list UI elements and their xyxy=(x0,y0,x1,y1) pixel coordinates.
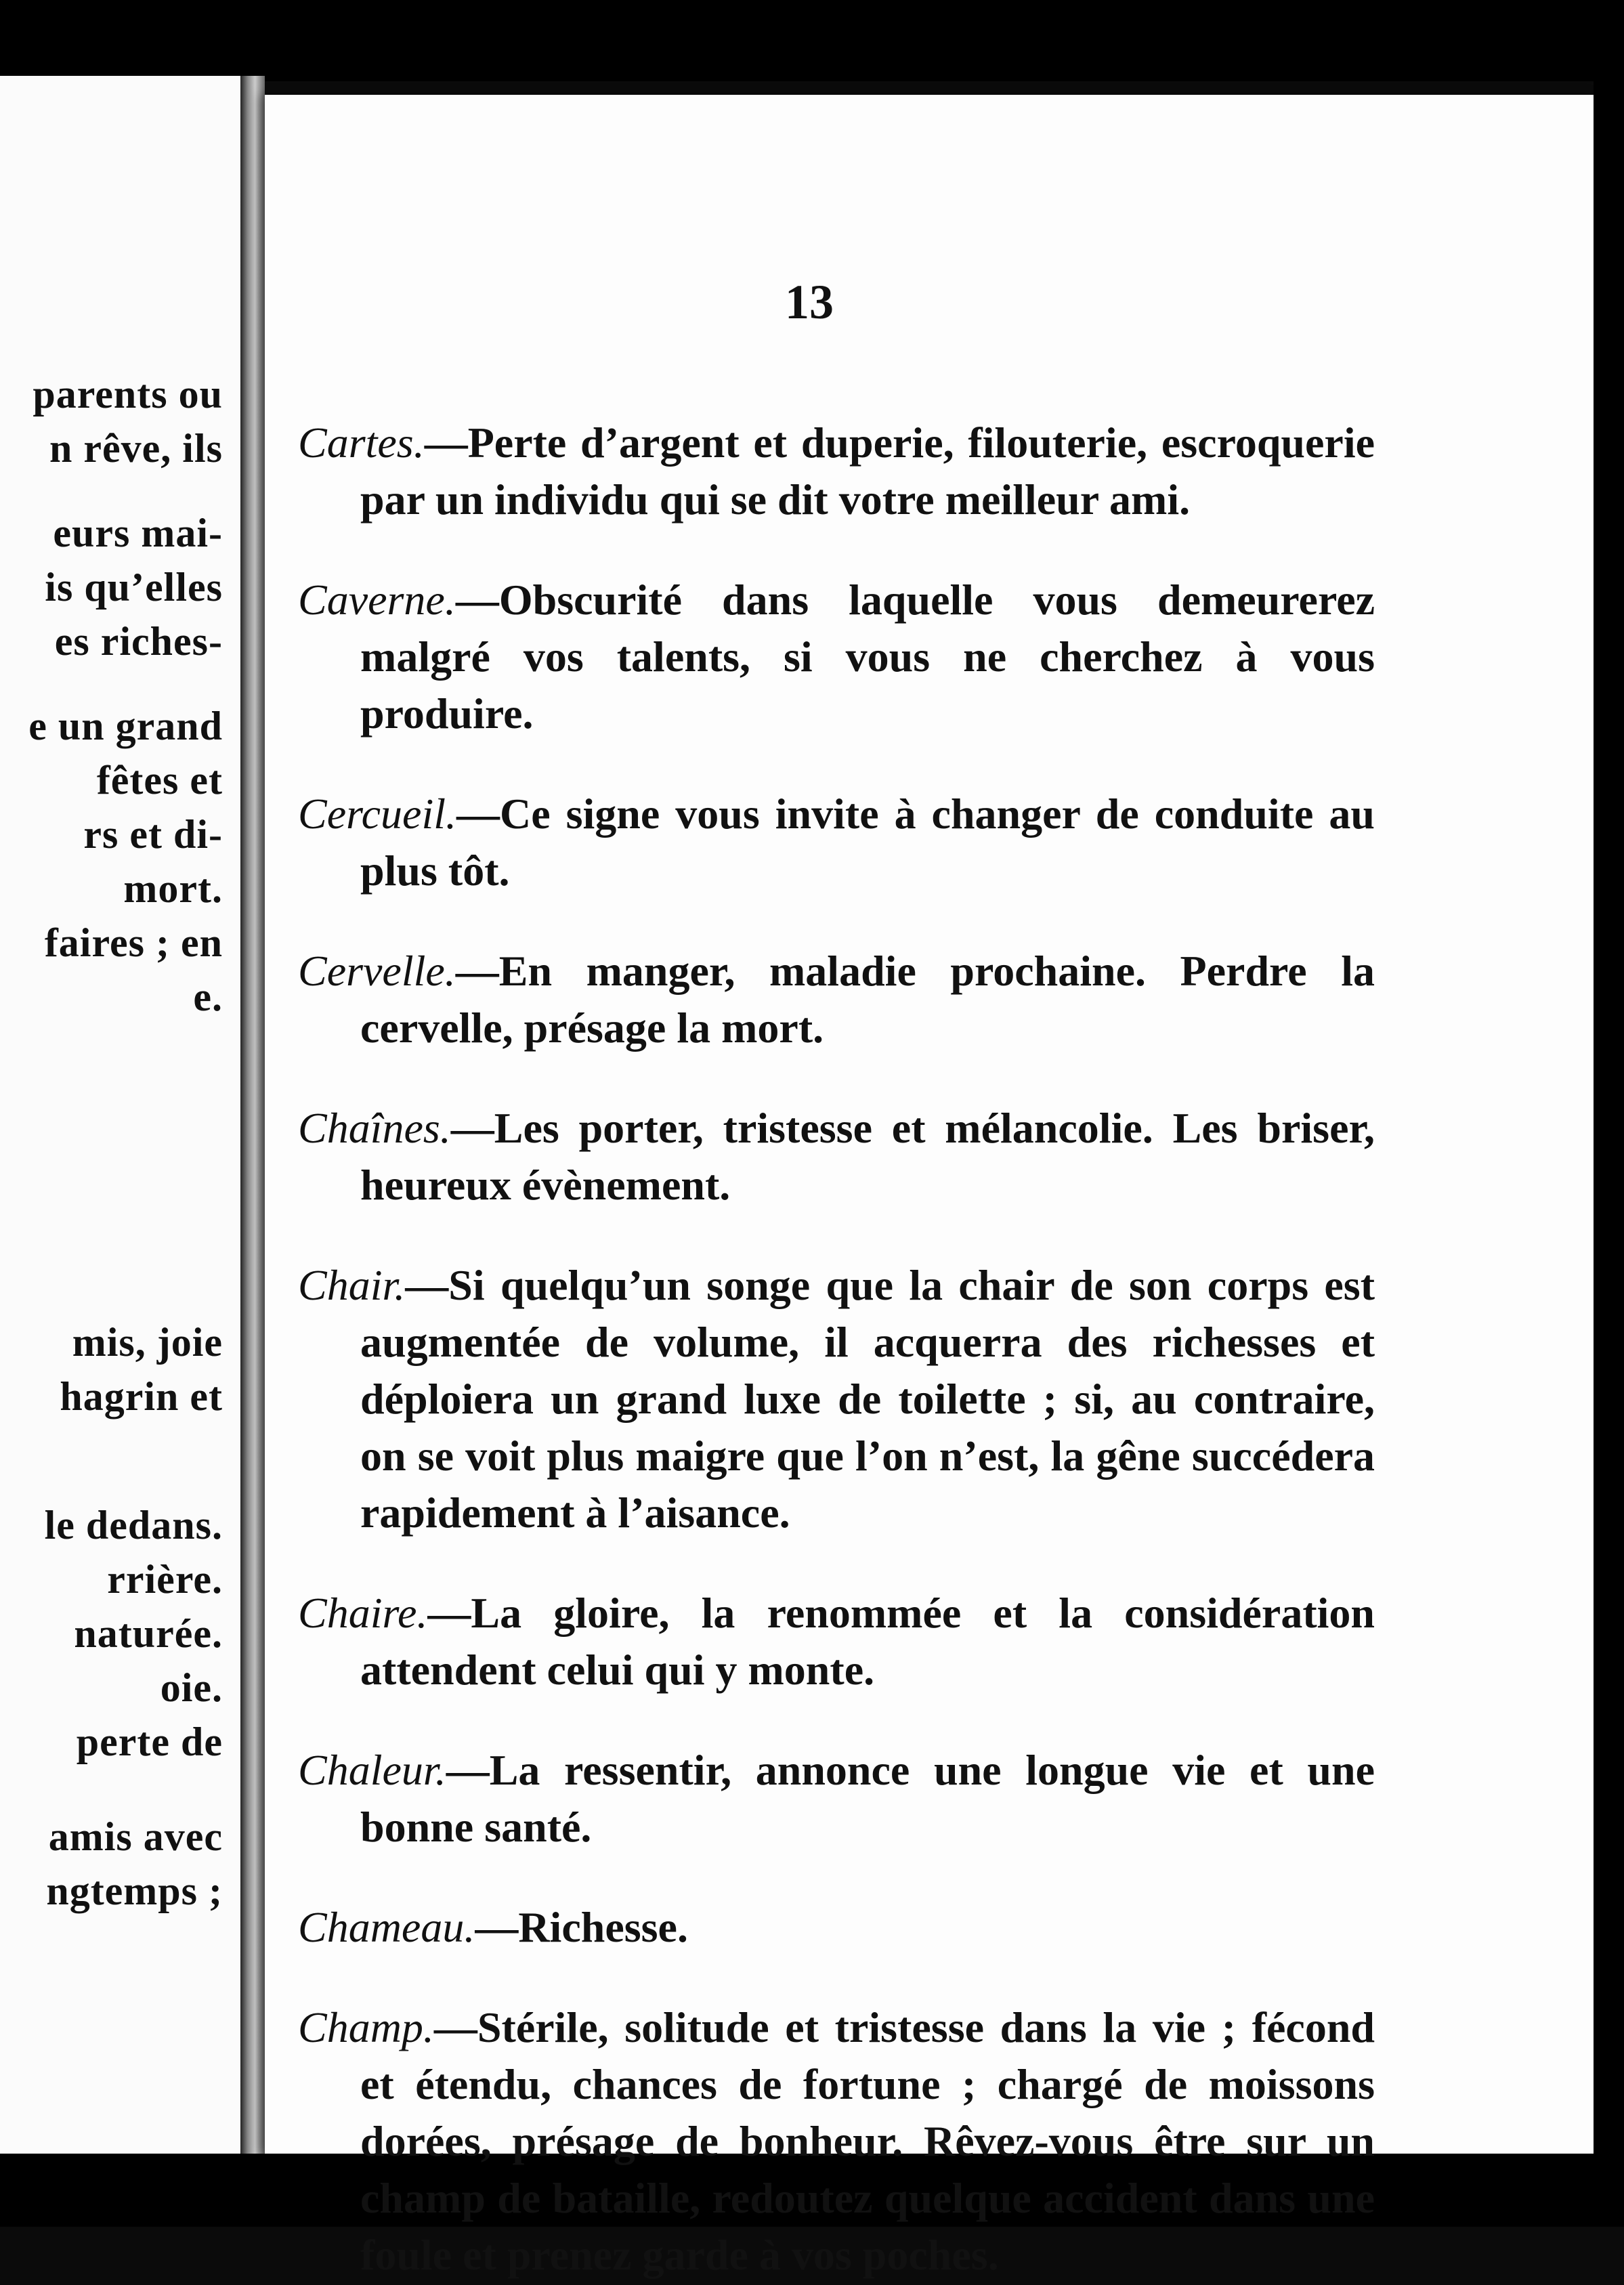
dictionary-entries xyxy=(298,371,1375,2285)
dictionary-entry xyxy=(298,1899,1375,1956)
entry-definition: —Perte d’argent et duperie, filouterie, escroquerie par un individu qui se dit votre meilleur ami. xyxy=(360,419,1375,524)
entry-term: Cartes. xyxy=(298,419,425,467)
entry-term: Chameau. xyxy=(298,1903,475,1951)
page-number: 13 xyxy=(785,275,834,329)
left-page xyxy=(0,76,240,2227)
dictionary-entry xyxy=(298,786,1375,899)
entry-term: Champ. xyxy=(298,2003,434,2051)
dictionary-entry xyxy=(298,572,1375,742)
dictionary-entry xyxy=(298,1585,1375,1699)
scan-right-border xyxy=(1594,76,1624,2227)
left-page-line: es riches- xyxy=(54,619,223,664)
left-page-line: hagrin et xyxy=(60,1374,223,1419)
entry-definition: —Les porter, tristesse et mélancolie. Les briser, heureux évènement. xyxy=(360,1104,1375,1209)
left-page-line: e un grand xyxy=(28,704,223,748)
entry-definition: —En manger, maladie prochaine. Perdre la cervelle, présage la mort. xyxy=(360,947,1375,1052)
dictionary-entry xyxy=(298,1100,1375,1214)
entry-term: Chaînes. xyxy=(298,1104,451,1152)
left-page-line: naturée. xyxy=(74,1611,223,1656)
left-page-line: mis, joie xyxy=(72,1320,223,1365)
entry-definition: —Obscurité dans laquelle vous demeurerez malgré vos talents, si vous ne cherchez à vous produire. xyxy=(360,576,1375,738)
left-page-line: rrière. xyxy=(107,1557,223,1602)
dictionary-entry xyxy=(298,414,1375,528)
left-page-line: is qu’elles xyxy=(45,565,223,610)
left-page-line: mort. xyxy=(123,866,223,911)
left-page-line: ngtemps ; xyxy=(46,1868,223,1913)
entry-definition: —La ressentir, annonce une longue vie et une bonne santé. xyxy=(360,1746,1375,1851)
dictionary-entry xyxy=(298,1999,1375,2284)
left-page-line: le dedans. xyxy=(44,1503,223,1547)
left-page-line: eurs mai- xyxy=(53,511,223,555)
left-page-line: e. xyxy=(193,975,223,1019)
entry-term: Cervelle. xyxy=(298,947,456,995)
entry-term: Chaleur. xyxy=(298,1746,446,1794)
entry-definition: —Richesse. xyxy=(475,1903,688,1951)
left-page-line: amis avec xyxy=(48,1814,223,1859)
left-page-line: perte de xyxy=(76,1720,223,1764)
entry-term: Caverne. xyxy=(298,576,456,624)
left-page-line: n rêve, ils xyxy=(49,426,223,471)
book-gutter xyxy=(240,76,265,2227)
dictionary-entry xyxy=(298,1742,1375,1856)
left-page-line: parents ou xyxy=(33,372,223,417)
left-page-line: fêtes et xyxy=(96,758,223,803)
entry-definition: —Ce signe vous invite à changer de conduite au plus tôt. xyxy=(360,790,1375,895)
entry-term: Cercueil. xyxy=(298,790,456,838)
dictionary-entry xyxy=(298,1257,1375,1541)
entry-definition: —Si quelqu’un songe que la chair de son corps est augmentée de volume, il acquerra des richesses et déploiera un grand luxe de toilette ; si, au contraire, on se voit plus maigre que l’on n’est, la gêne succédera rapidement à l’aisance. xyxy=(360,1261,1375,1537)
entry-definition: —La gloire, la renommée et la considération attendent celui qui y monte. xyxy=(360,1589,1375,1694)
left-page-line: rs et di- xyxy=(83,812,223,857)
left-page-line: oie. xyxy=(160,1665,223,1710)
left-page-line: faires ; en xyxy=(44,920,223,965)
dictionary-entry xyxy=(298,943,1375,1056)
entry-definition: —Stérile, solitude et tristesse dans la vie ; fécond et étendu, chances de fortune ; chargé de moissons dorées, présage de bonheur. Rêvez-vous être sur un champ de bataille, redoutez quelque accident dans une foule et prenez garde à vos poches. xyxy=(360,2003,1375,2279)
entry-term: Chaire. xyxy=(298,1589,428,1637)
entry-term: Chair. xyxy=(298,1261,406,1309)
scan-top-border xyxy=(0,0,1624,81)
